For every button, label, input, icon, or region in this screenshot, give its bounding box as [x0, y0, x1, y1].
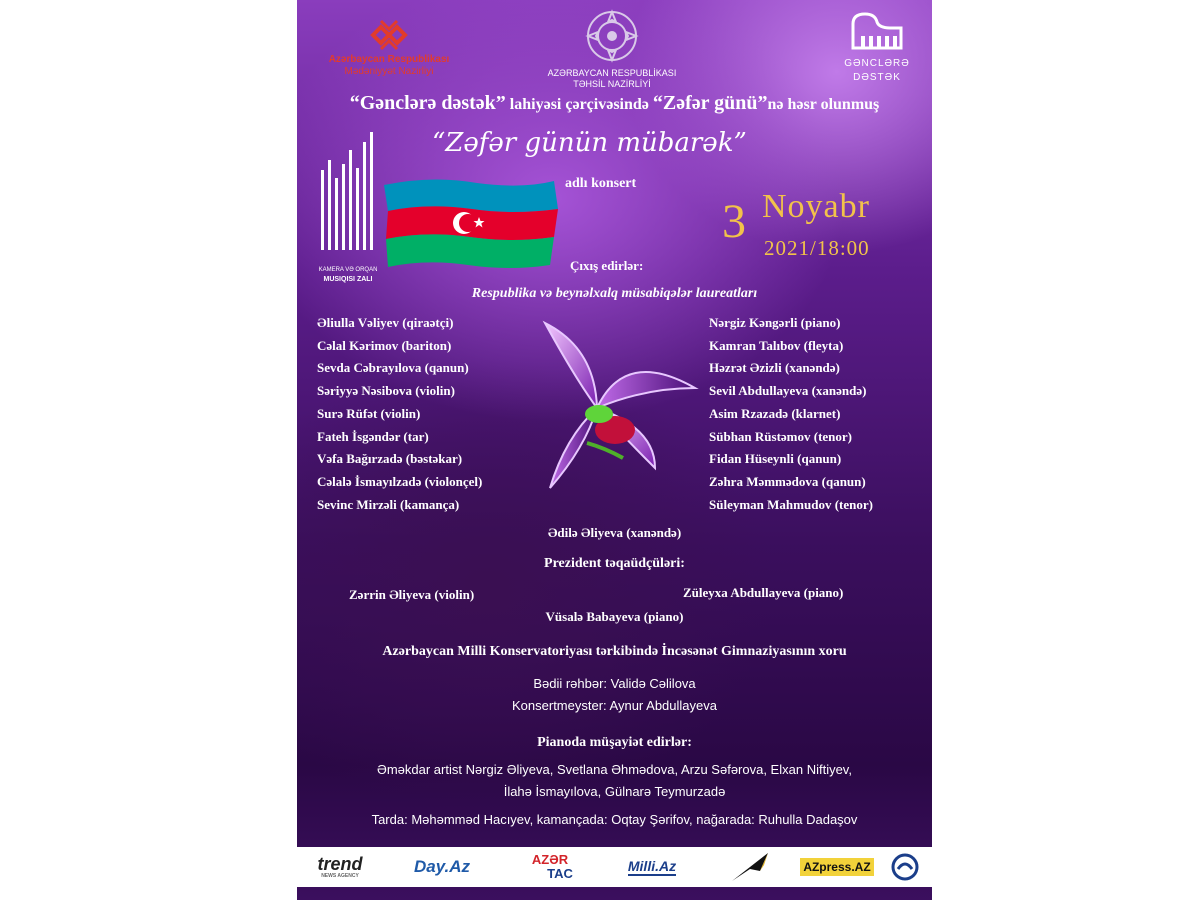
- emblem-icon: [584, 8, 640, 64]
- concert-title: “Zəfər günün mübarək”: [432, 128, 747, 158]
- performer-item: Sevil Abdullayeva (xanəndə): [709, 383, 867, 399]
- culture-ornament-icon: [367, 18, 411, 52]
- culture-logo-line2: Mədəniyyət Nazirliyi: [344, 66, 434, 77]
- scholar-right: Züleyxa Abdullayeva (piano): [683, 585, 844, 600]
- ministry-culture-logo: [319, 18, 459, 83]
- azerbaijan-flag-icon: [382, 175, 562, 270]
- performer-item: Nərgiz Kəngərli (piano): [709, 315, 841, 330]
- date-day: 3: [722, 195, 746, 248]
- hall-logo: [317, 130, 379, 290]
- sponsor-bird[interactable]: [725, 847, 775, 887]
- performer-item: Əliulla Vəliyev (qiraətçi): [317, 315, 454, 330]
- performer-item: Kamran Talıbov (fleyta): [709, 337, 844, 353]
- performer-item: Cəlal Kərimov (bariton): [317, 337, 452, 353]
- performer-item: Fidan Hüseynli (qanun): [709, 451, 842, 467]
- dayaz-logo-text: Day.Az: [413, 857, 471, 876]
- bird-logo-icon: [730, 851, 770, 883]
- headline-end: nə həsr olunmuş: [767, 96, 880, 113]
- accompanist: Konsertmeyster: Aynur Abdullayeva: [512, 698, 717, 713]
- right-performers-list: [709, 312, 873, 516]
- sponsor-dayaz[interactable]: [397, 847, 487, 887]
- art-director: Bədii rəhbər: Validə Cəlilova: [533, 676, 696, 691]
- choir-heading: Azərbaycan Milli Konservatoriyası tərkibində İncəsənət Gimnaziyasının xoru: [382, 644, 847, 659]
- hall-logo-line1: KAMERA VƏ ORQAN: [318, 267, 378, 273]
- support-project-logo: [842, 10, 912, 90]
- ministry-education-logo: [537, 8, 687, 90]
- support-logo-line2: DƏSTƏK: [853, 72, 901, 83]
- hall-logo-line2: MUSIQISI ZALI: [323, 276, 373, 283]
- laureates-heading: Respublika və beynəlxalq müsabiqələr laureatları: [471, 286, 758, 301]
- organ-pipes-icon: [317, 130, 379, 255]
- headline-middle: lahiyəsi çərçivəsində: [505, 96, 653, 113]
- concert-poster: [297, 0, 932, 900]
- piano-heading: Pianoda müşayiət edirlər:: [537, 735, 692, 750]
- education-logo-line2: TƏHSİL NAZİRLİYİ: [573, 79, 651, 89]
- performer-item: Süleyman Mahmudov (tenor): [709, 496, 873, 512]
- headline-project: “Gənclərə dəstək”: [349, 92, 506, 114]
- performer-item: Surə Rüfət (violin): [317, 405, 421, 421]
- performer-item: Səriyyə Nəsibova (violin): [317, 383, 455, 399]
- sponsors-bar: [297, 847, 932, 887]
- center-performer: Ədilə Əliyeva (xanəndə): [547, 525, 682, 540]
- performer-item: Sevda Cəbrayılova (qanun): [317, 360, 469, 376]
- scholar-center: Vüsalə Babayeva (piano): [545, 609, 684, 624]
- azertac-logo-top: AZƏR: [531, 852, 569, 867]
- piano-icon: [847, 10, 907, 54]
- culture-logo-line1: Azərbaycan Respublikası: [328, 54, 450, 65]
- performer-item: Fateh İsgəndər (tar): [317, 428, 429, 444]
- performer-item: Asim Rzazadə (klarnet): [709, 405, 841, 421]
- azpress-logo-text: AZpress.AZ: [800, 858, 873, 876]
- sponsor-azertac[interactable]: [515, 847, 585, 887]
- poster-headline: [297, 92, 932, 115]
- sponsor-azpress[interactable]: [797, 847, 877, 887]
- education-logo-line1: AZƏRBAYCAN RESPUBLİKASI: [547, 68, 677, 78]
- performer-item: Zəhra Məmmədova (qanun): [709, 473, 866, 489]
- performer-item: Həzrət Əzizli (xanəndə): [709, 360, 840, 376]
- instruments-line: Tarda: Məhəmməd Hacıyev, kamançada: Oqtay Şərifov, nağarada: Ruhulla Dadaşov: [371, 812, 858, 827]
- flower-ornament-icon: [535, 318, 705, 498]
- performer-item: Vəfa Bağırzadə (bəstəkar): [317, 451, 463, 467]
- scholar-left: Zərrin Əliyeva (violin): [349, 587, 475, 602]
- azertac-logo-bottom: TAC: [547, 866, 573, 881]
- date-month: Noyabr: [762, 188, 870, 225]
- performer-item: Cəlalə İsmayılzadə (violonçel): [317, 473, 483, 489]
- milli-logo-text: Milli.Az: [627, 858, 677, 874]
- performer-item: Sevinc Mirzəli (kamança): [317, 496, 460, 512]
- piano-line-2: İlahə İsmayılova, Gülnarə Teymurzadə: [503, 784, 726, 799]
- round-logo-icon: [891, 853, 919, 881]
- sponsor-round[interactable]: [882, 847, 927, 887]
- piano-line-1: Əməkdar artist Nərgiz Əliyeva, Svetlana Əhmədova, Arzu Səfərova, Elxan Niftiyev,: [377, 762, 852, 777]
- trend-logo-text: trend: [317, 854, 363, 874]
- concert-subtitle: adlı konsert: [565, 176, 637, 191]
- trend-logo-sub: NEWS AGENCY: [321, 873, 359, 879]
- performer-item: Sübhan Rüstəmov (tenor): [709, 428, 853, 444]
- performers-heading: Çıxış edirlər:: [570, 258, 644, 273]
- date-time: 2021/18:00: [764, 236, 870, 260]
- left-performers-list: [317, 312, 482, 516]
- headline-event: “Zəfər günü”: [652, 92, 768, 114]
- support-logo-line1: GƏNCLƏRƏ: [844, 58, 910, 69]
- scholars-heading: Prezident təqaüdçüləri:: [544, 556, 685, 571]
- sponsor-milli[interactable]: [607, 847, 697, 887]
- concert-date: [722, 188, 922, 268]
- sponsor-trend[interactable]: [305, 847, 375, 887]
